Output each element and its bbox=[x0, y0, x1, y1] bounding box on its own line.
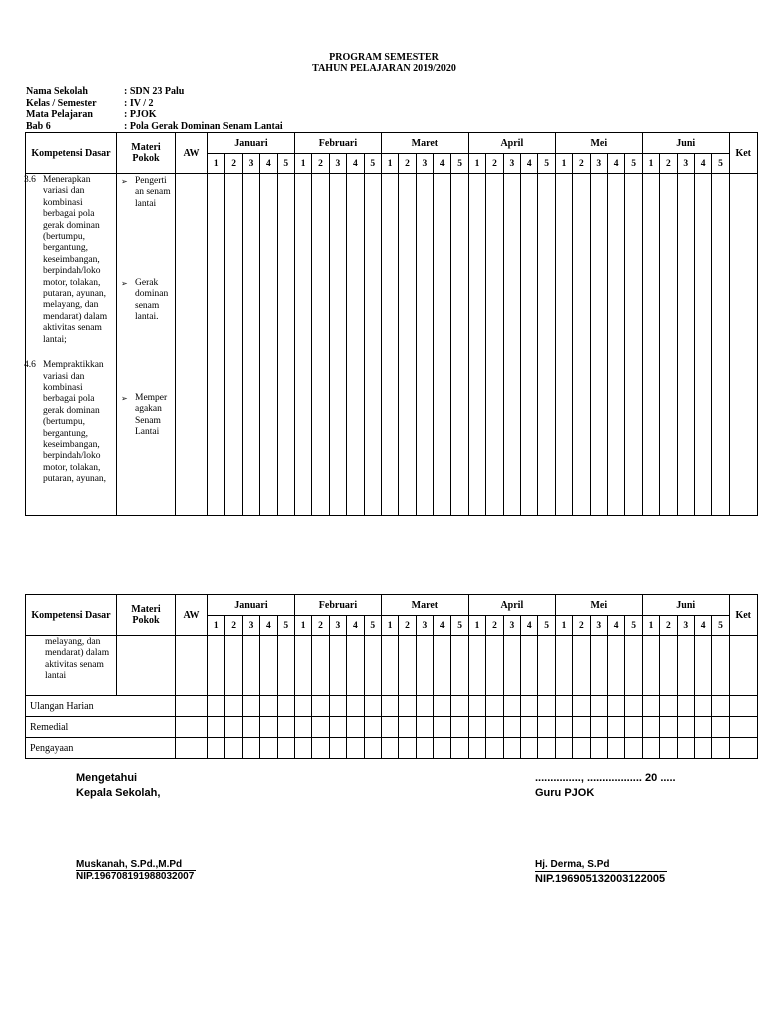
header-week-number: 5 bbox=[277, 616, 294, 636]
week-cell bbox=[277, 738, 294, 759]
header-month: Februari bbox=[294, 595, 381, 616]
materi-pokok-cell bbox=[117, 636, 176, 696]
week-cell bbox=[677, 636, 694, 696]
week-cell bbox=[347, 174, 364, 516]
header-week-number: 3 bbox=[242, 154, 259, 174]
info-value: : Pola Gerak Dominan Senam Lantai bbox=[124, 120, 283, 132]
week-cell bbox=[468, 696, 485, 717]
header-week-number: 1 bbox=[208, 154, 225, 174]
week-cell bbox=[399, 696, 416, 717]
header-week-number: 4 bbox=[347, 616, 364, 636]
teacher-signature-line bbox=[535, 871, 667, 872]
week-cell bbox=[399, 636, 416, 696]
kd-number: 3.6 bbox=[24, 175, 36, 185]
week-cell bbox=[208, 636, 225, 696]
week-cell bbox=[521, 174, 538, 516]
week-cell bbox=[555, 174, 572, 516]
week-cell bbox=[503, 717, 520, 738]
header-week-number: 2 bbox=[399, 154, 416, 174]
week-cell bbox=[694, 717, 711, 738]
week-cell bbox=[642, 738, 659, 759]
week-cell bbox=[294, 738, 311, 759]
arrow-bullet-icon: ➢ bbox=[121, 279, 128, 288]
header-month: Juni bbox=[642, 595, 729, 616]
week-cell bbox=[329, 738, 346, 759]
week-cell bbox=[590, 636, 607, 696]
week-cell bbox=[381, 738, 398, 759]
week-cell bbox=[242, 696, 259, 717]
week-cell bbox=[416, 717, 433, 738]
week-cell bbox=[625, 174, 642, 516]
week-cell bbox=[260, 696, 277, 717]
week-cell bbox=[416, 636, 433, 696]
row-label-remedial: Remedial bbox=[26, 717, 176, 738]
week-cell bbox=[312, 696, 329, 717]
week-cell bbox=[434, 738, 451, 759]
header-week-number: 1 bbox=[555, 154, 572, 174]
week-cell bbox=[364, 738, 381, 759]
header-week-number: 1 bbox=[468, 616, 485, 636]
week-cell bbox=[312, 738, 329, 759]
week-cell bbox=[625, 636, 642, 696]
info-label: Mata Pelajaran bbox=[26, 109, 93, 120]
week-cell bbox=[555, 738, 572, 759]
materi-text: Gerak dominan senam lantai. bbox=[135, 278, 169, 323]
week-cell bbox=[416, 174, 433, 516]
header-week-number: 1 bbox=[294, 616, 311, 636]
week-cell bbox=[364, 636, 381, 696]
week-cell bbox=[242, 174, 259, 516]
header-week-number: 5 bbox=[625, 616, 642, 636]
header-week-number: 2 bbox=[312, 616, 329, 636]
header-week-number: 2 bbox=[660, 154, 677, 174]
sign-left-title: Kepala Sekolah, bbox=[76, 787, 161, 799]
header-month: Maret bbox=[381, 133, 468, 154]
week-cell bbox=[312, 717, 329, 738]
week-cell bbox=[347, 738, 364, 759]
week-cell bbox=[573, 636, 590, 696]
header-week-number: 2 bbox=[486, 616, 503, 636]
header-week-number: 3 bbox=[242, 616, 259, 636]
header-week-number: 3 bbox=[503, 154, 520, 174]
header-week-number: 4 bbox=[521, 616, 538, 636]
week-cell bbox=[521, 738, 538, 759]
week-cell bbox=[329, 636, 346, 696]
info-row-class bbox=[26, 98, 283, 110]
sign-right-title: Guru PJOK bbox=[535, 787, 595, 799]
header-week-number: 5 bbox=[538, 616, 555, 636]
week-cell bbox=[573, 717, 590, 738]
week-cell bbox=[399, 717, 416, 738]
header-month: April bbox=[468, 595, 555, 616]
header-week-number: 3 bbox=[416, 154, 433, 174]
kompetensi-dasar-cell bbox=[26, 636, 117, 696]
week-cell bbox=[573, 696, 590, 717]
week-cell bbox=[503, 636, 520, 696]
week-cell bbox=[277, 636, 294, 696]
header-week-number: 2 bbox=[312, 154, 329, 174]
week-cell bbox=[694, 636, 711, 696]
header-week-number: 2 bbox=[225, 154, 242, 174]
week-cell bbox=[364, 174, 381, 516]
header-week-number: 5 bbox=[277, 154, 294, 174]
header-week-number: 3 bbox=[329, 616, 346, 636]
header-week-number: 3 bbox=[503, 616, 520, 636]
header-week-number: 5 bbox=[625, 154, 642, 174]
week-cell bbox=[521, 636, 538, 696]
header-week-number: 4 bbox=[694, 616, 711, 636]
header-week-number: 1 bbox=[642, 154, 659, 174]
week-cell bbox=[260, 174, 277, 516]
header-week-number: 1 bbox=[294, 154, 311, 174]
materi-item bbox=[121, 278, 175, 324]
week-cell bbox=[312, 174, 329, 516]
week-cell bbox=[225, 174, 242, 516]
info-value: : SDN 23 Palu bbox=[124, 86, 185, 97]
week-cell bbox=[590, 174, 607, 516]
week-cell bbox=[538, 696, 555, 717]
header-week-number: 5 bbox=[712, 616, 729, 636]
week-cell bbox=[434, 696, 451, 717]
header-week-number: 1 bbox=[381, 154, 398, 174]
header-week-number: 5 bbox=[364, 616, 381, 636]
info-label: Nama Sekolah bbox=[26, 86, 88, 97]
header-week-number: 2 bbox=[573, 616, 590, 636]
header-month: Februari bbox=[294, 133, 381, 154]
header-month: Januari bbox=[208, 595, 295, 616]
week-cell bbox=[677, 738, 694, 759]
kd-text: Mempraktikkan variasi dan kombinasi berbagai pola gerak dominan (bertumpu, bergantung, keseimbangan, berpindah/loko motor, tolakan, putaran, ayunan, bbox=[43, 360, 107, 485]
week-cell bbox=[590, 696, 607, 717]
week-cell bbox=[642, 174, 659, 516]
week-cell bbox=[660, 174, 677, 516]
materi-item bbox=[121, 393, 175, 439]
week-cell bbox=[277, 696, 294, 717]
ket-cell bbox=[729, 717, 757, 738]
week-cell bbox=[364, 696, 381, 717]
week-cell bbox=[712, 174, 729, 516]
principal-nip: NIP.196708191988032007 bbox=[76, 871, 195, 882]
week-cell bbox=[468, 636, 485, 696]
week-cell bbox=[294, 174, 311, 516]
header-week-number: 2 bbox=[486, 154, 503, 174]
header-week-number: 5 bbox=[538, 154, 555, 174]
ket-cell bbox=[729, 174, 757, 516]
header-month: Mei bbox=[555, 595, 642, 616]
header-week-number: 1 bbox=[381, 616, 398, 636]
week-cell bbox=[521, 696, 538, 717]
week-cell bbox=[329, 717, 346, 738]
arrow-bullet-icon: ➢ bbox=[121, 177, 128, 186]
header-week-number: 3 bbox=[677, 616, 694, 636]
week-cell bbox=[451, 636, 468, 696]
week-cell bbox=[294, 717, 311, 738]
materi-item bbox=[121, 176, 175, 210]
semester-plan-table-2 bbox=[25, 594, 758, 759]
week-cell bbox=[294, 696, 311, 717]
header-materi-pokok: Materi Pokok bbox=[117, 133, 176, 174]
week-cell bbox=[607, 717, 624, 738]
header-kompetensi-dasar: Kompetensi Dasar bbox=[26, 133, 117, 174]
week-cell bbox=[329, 696, 346, 717]
info-row-school bbox=[26, 86, 283, 98]
week-cell bbox=[555, 636, 572, 696]
header-week-number: 2 bbox=[660, 616, 677, 636]
week-cell bbox=[503, 738, 520, 759]
kompetensi-dasar-cell bbox=[26, 174, 117, 516]
week-cell bbox=[677, 174, 694, 516]
header-week-number: 4 bbox=[434, 154, 451, 174]
week-cell bbox=[607, 738, 624, 759]
kd-item bbox=[26, 175, 116, 346]
header-month: Juni bbox=[642, 133, 729, 154]
header-ket: Ket bbox=[729, 133, 757, 174]
week-cell bbox=[486, 636, 503, 696]
week-cell bbox=[625, 696, 642, 717]
week-cell bbox=[468, 174, 485, 516]
week-cell bbox=[677, 696, 694, 717]
week-cell bbox=[381, 717, 398, 738]
week-cell bbox=[381, 636, 398, 696]
header-week-number: 3 bbox=[677, 154, 694, 174]
week-cell bbox=[312, 636, 329, 696]
week-cell bbox=[625, 717, 642, 738]
week-cell bbox=[538, 738, 555, 759]
header-week-number: 3 bbox=[590, 154, 607, 174]
header-ket: Ket bbox=[729, 595, 757, 636]
week-cell bbox=[712, 738, 729, 759]
materi-text: Pengerti an senam lantai bbox=[135, 176, 171, 209]
week-cell bbox=[381, 696, 398, 717]
week-cell bbox=[521, 717, 538, 738]
week-cell bbox=[555, 717, 572, 738]
week-cell bbox=[677, 717, 694, 738]
week-cell bbox=[416, 738, 433, 759]
header-week-number: 2 bbox=[573, 154, 590, 174]
doc-title: PROGRAM SEMESTER bbox=[329, 52, 439, 63]
ket-cell bbox=[729, 738, 757, 759]
info-row-subject bbox=[26, 109, 283, 121]
row-label-pengayaan: Pengayaan bbox=[26, 738, 176, 759]
week-cell bbox=[451, 738, 468, 759]
week-cell bbox=[660, 696, 677, 717]
week-cell bbox=[468, 717, 485, 738]
kd-continuation-text: melayang, dan mendarat) dalam aktivitas senam lantai bbox=[45, 637, 110, 682]
week-cell bbox=[607, 636, 624, 696]
week-cell bbox=[642, 636, 659, 696]
week-cell bbox=[242, 738, 259, 759]
week-cell bbox=[225, 738, 242, 759]
aw-cell bbox=[176, 717, 208, 738]
teacher-nip: NIP.196905132003122005 bbox=[535, 873, 666, 885]
week-cell bbox=[607, 696, 624, 717]
week-cell bbox=[347, 696, 364, 717]
week-cell bbox=[277, 174, 294, 516]
week-cell bbox=[381, 174, 398, 516]
header-week-number: 5 bbox=[364, 154, 381, 174]
header-week-number: 4 bbox=[347, 154, 364, 174]
week-cell bbox=[625, 738, 642, 759]
week-cell bbox=[694, 696, 711, 717]
week-cell bbox=[434, 717, 451, 738]
week-cell bbox=[225, 636, 242, 696]
materi-text: Memper agakan Senam Lantai bbox=[135, 393, 168, 438]
info-value: : IV / 2 bbox=[124, 97, 154, 109]
header-week-number: 5 bbox=[451, 154, 468, 174]
info-label: Bab 6 bbox=[26, 120, 51, 132]
school-info bbox=[26, 86, 283, 132]
info-value: : PJOK bbox=[124, 109, 157, 120]
principal-name: Muskanah, S.Pd.,M.Pd bbox=[76, 859, 183, 870]
aw-cell bbox=[176, 174, 208, 516]
sign-left-mengetahui: Mengetahui bbox=[76, 772, 138, 784]
ket-cell bbox=[729, 636, 757, 696]
aw-cell bbox=[176, 738, 208, 759]
week-cell bbox=[242, 636, 259, 696]
header-month: Januari bbox=[208, 133, 295, 154]
week-cell bbox=[260, 717, 277, 738]
week-cell bbox=[590, 717, 607, 738]
header-week-number: 3 bbox=[329, 154, 346, 174]
week-cell bbox=[712, 717, 729, 738]
week-cell bbox=[607, 174, 624, 516]
week-cell bbox=[399, 738, 416, 759]
week-cell bbox=[660, 717, 677, 738]
week-cell bbox=[538, 717, 555, 738]
week-cell bbox=[486, 696, 503, 717]
header-week-number: 4 bbox=[260, 616, 277, 636]
materi-pokok-cell bbox=[117, 174, 176, 516]
teacher-name: Hj. Derma, S.Pd bbox=[535, 859, 610, 870]
header-aw: AW bbox=[176, 595, 208, 636]
week-cell bbox=[260, 738, 277, 759]
week-cell bbox=[329, 174, 346, 516]
week-cell bbox=[451, 696, 468, 717]
week-cell bbox=[208, 696, 225, 717]
week-cell bbox=[399, 174, 416, 516]
sign-right-date: ..............., .................. 20 ..... bbox=[535, 772, 676, 784]
header-materi-pokok: Materi Pokok bbox=[117, 595, 176, 636]
week-cell bbox=[642, 696, 659, 717]
week-cell bbox=[451, 717, 468, 738]
header-week-number: 1 bbox=[642, 616, 659, 636]
week-cell bbox=[486, 738, 503, 759]
header-week-number: 4 bbox=[521, 154, 538, 174]
week-cell bbox=[468, 738, 485, 759]
header-week-number: 4 bbox=[694, 154, 711, 174]
week-cell bbox=[486, 717, 503, 738]
week-cell bbox=[242, 717, 259, 738]
header-week-number: 1 bbox=[468, 154, 485, 174]
header-week-number: 4 bbox=[607, 616, 624, 636]
week-cell bbox=[434, 636, 451, 696]
week-cell bbox=[590, 738, 607, 759]
header-aw: AW bbox=[176, 133, 208, 174]
week-cell bbox=[364, 717, 381, 738]
week-cell bbox=[694, 174, 711, 516]
header-week-number: 4 bbox=[260, 154, 277, 174]
aw-cell bbox=[176, 636, 208, 696]
semester-plan-table-1 bbox=[25, 132, 758, 516]
week-cell bbox=[434, 174, 451, 516]
ket-cell bbox=[729, 696, 757, 717]
header-week-number: 5 bbox=[451, 616, 468, 636]
week-cell bbox=[208, 174, 225, 516]
info-row-chapter bbox=[26, 121, 283, 133]
header-week-number: 2 bbox=[399, 616, 416, 636]
week-cell bbox=[347, 636, 364, 696]
header-week-number: 3 bbox=[590, 616, 607, 636]
kd-text: Menerapkan variasi dan kombinasi berbagai pola gerak dominan (bertumpu, bergantung, keseimbangan, berpindah/loko motor, tolakan, putaran, ayunan, melayang, dan mendarat) dalam aktivitas senam lantai; bbox=[43, 175, 108, 345]
kd-number: 4.6 bbox=[24, 360, 36, 371]
header-week-number: 1 bbox=[208, 616, 225, 636]
header-kompetensi-dasar: Kompetensi Dasar bbox=[26, 595, 117, 636]
header-month: Maret bbox=[381, 595, 468, 616]
week-cell bbox=[208, 717, 225, 738]
week-cell bbox=[694, 738, 711, 759]
week-cell bbox=[538, 174, 555, 516]
week-cell bbox=[538, 636, 555, 696]
doc-subtitle: TAHUN PELAJARAN 2019/2020 bbox=[312, 63, 456, 74]
week-cell bbox=[347, 717, 364, 738]
week-cell bbox=[660, 738, 677, 759]
info-label: Kelas / Semester bbox=[26, 97, 97, 109]
week-cell bbox=[712, 636, 729, 696]
header-month: Mei bbox=[555, 133, 642, 154]
header-week-number: 5 bbox=[712, 154, 729, 174]
arrow-bullet-icon: ➢ bbox=[121, 394, 128, 403]
header-week-number: 4 bbox=[607, 154, 624, 174]
week-cell bbox=[642, 717, 659, 738]
header-week-number: 2 bbox=[225, 616, 242, 636]
header-week-number: 1 bbox=[555, 616, 572, 636]
header-week-number: 4 bbox=[434, 616, 451, 636]
week-cell bbox=[225, 696, 242, 717]
header-week-number: 3 bbox=[416, 616, 433, 636]
week-cell bbox=[416, 696, 433, 717]
header-month: April bbox=[468, 133, 555, 154]
week-cell bbox=[451, 174, 468, 516]
week-cell bbox=[260, 636, 277, 696]
week-cell bbox=[573, 174, 590, 516]
week-cell bbox=[294, 636, 311, 696]
kd-item bbox=[26, 360, 116, 485]
week-cell bbox=[277, 717, 294, 738]
week-cell bbox=[503, 174, 520, 516]
row-label-ulangan-harian: Ulangan Harian bbox=[26, 696, 176, 717]
week-cell bbox=[486, 174, 503, 516]
week-cell bbox=[660, 636, 677, 696]
week-cell bbox=[712, 696, 729, 717]
week-cell bbox=[225, 717, 242, 738]
week-cell bbox=[503, 696, 520, 717]
aw-cell bbox=[176, 696, 208, 717]
week-cell bbox=[573, 738, 590, 759]
week-cell bbox=[208, 738, 225, 759]
week-cell bbox=[555, 696, 572, 717]
